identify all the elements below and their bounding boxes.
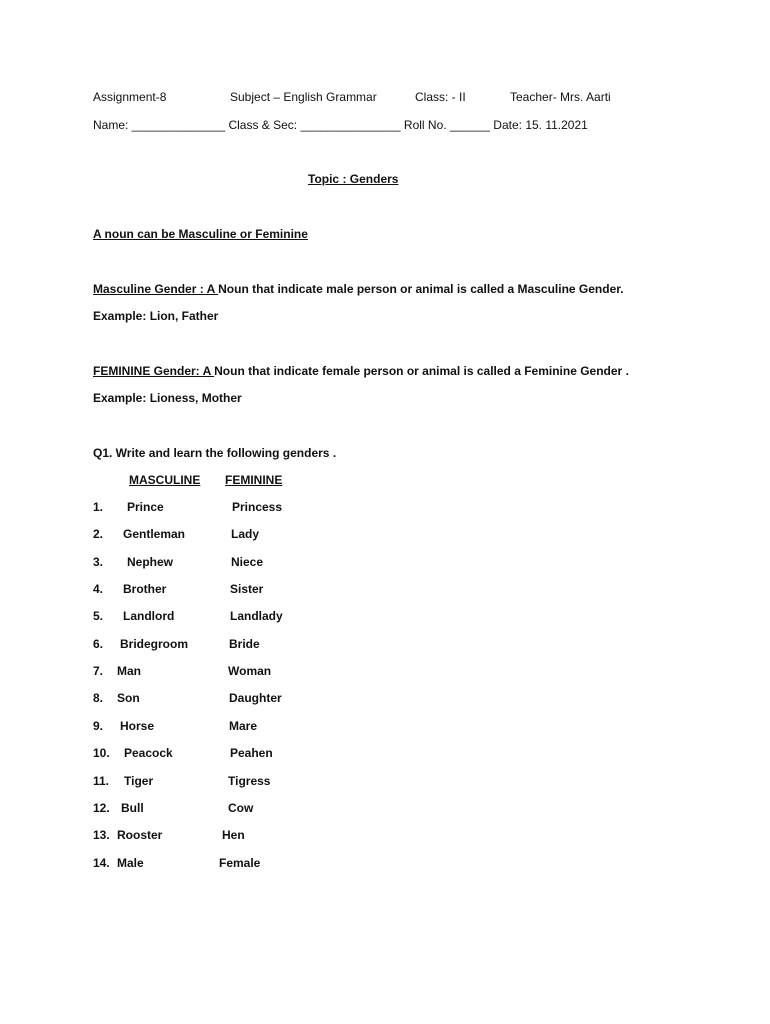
row-number: 9. — [93, 719, 104, 733]
feminine-word: Tigress — [228, 774, 271, 788]
row-number: 10. — [93, 746, 110, 760]
masculine-word: Man — [117, 664, 141, 678]
subject-label: Subject – English Grammar — [230, 90, 377, 104]
row-number: 2. — [93, 527, 104, 541]
question-text: Q1. Write and learn the following genders . — [93, 446, 337, 460]
masculine-word: Peacock — [124, 746, 173, 760]
masculine-word: Rooster — [117, 828, 163, 842]
feminine-example: Example: Lioness, Mother — [93, 391, 242, 405]
masculine-word: Horse — [120, 719, 155, 733]
feminine-word: Woman — [228, 664, 272, 678]
masculine-word: Tiger — [124, 774, 154, 788]
row-number: 1. — [93, 500, 104, 514]
feminine-word: Hen — [222, 828, 245, 842]
masculine-word: Prince — [127, 500, 164, 514]
masculine-word: Landlord — [123, 609, 175, 623]
row-number: 4. — [93, 582, 104, 596]
row-number: 8. — [93, 691, 104, 705]
feminine-word: Princess — [232, 500, 283, 514]
teacher-label: Teacher- Mrs. Aarti — [510, 90, 611, 104]
feminine-word: Daughter — [229, 691, 282, 705]
masculine-word: Brother — [123, 582, 167, 596]
feminine-word: Cow — [228, 801, 254, 815]
row-number: 3. — [93, 555, 104, 569]
row-number: 12. — [93, 801, 110, 815]
masculine-word: Male — [117, 856, 144, 870]
student-info-line: Name: ______________ Class & Sec: _______________ Roll No. ______ Date: 15. 11.2021 — [93, 118, 588, 132]
feminine-word: Female — [219, 856, 261, 870]
row-number: 6. — [93, 637, 104, 651]
masculine-term: Masculine Gender : A — [93, 282, 219, 296]
feminine-word: Bride — [229, 637, 260, 651]
masculine-word: Gentleman — [123, 527, 186, 541]
feminine-word: Peahen — [230, 746, 273, 760]
row-number: 11. — [93, 774, 110, 788]
row-number: 14. — [93, 856, 110, 870]
masculine-word: Nephew — [127, 555, 174, 569]
feminine-definition — [93, 364, 629, 378]
topic-title: Topic : Genders — [308, 172, 399, 186]
masculine-definition — [93, 282, 624, 296]
feminine-word: Mare — [229, 719, 258, 733]
feminine-word: Landlady — [230, 609, 283, 623]
masculine-description: Noun that indicate male person or animal is called a Masculine Gender. — [218, 282, 624, 296]
masculine-word: Bull — [121, 801, 144, 815]
masculine-word: Son — [117, 691, 140, 705]
intro-heading: A noun can be Masculine or Feminine — [93, 227, 308, 241]
feminine-description: Noun that indicate female person or animal is called a Feminine Gender . — [214, 364, 629, 378]
feminine-term: FEMININE Gender: A — [93, 364, 215, 378]
row-number: 5. — [93, 609, 104, 623]
feminine-word: Niece — [231, 555, 264, 569]
feminine-word: Lady — [231, 527, 260, 541]
masculine-column-header: MASCULINE — [129, 473, 201, 487]
masculine-example: Example: Lion, Father — [93, 309, 219, 323]
row-number: 7. — [93, 664, 104, 678]
row-number: 13. — [93, 828, 110, 842]
masculine-word: Bridegroom — [120, 637, 189, 651]
feminine-column-header: FEMININE — [225, 473, 283, 487]
assignment-number: Assignment-8 — [93, 90, 167, 104]
feminine-word: Sister — [230, 582, 264, 596]
class-label: Class: - II — [415, 90, 466, 104]
